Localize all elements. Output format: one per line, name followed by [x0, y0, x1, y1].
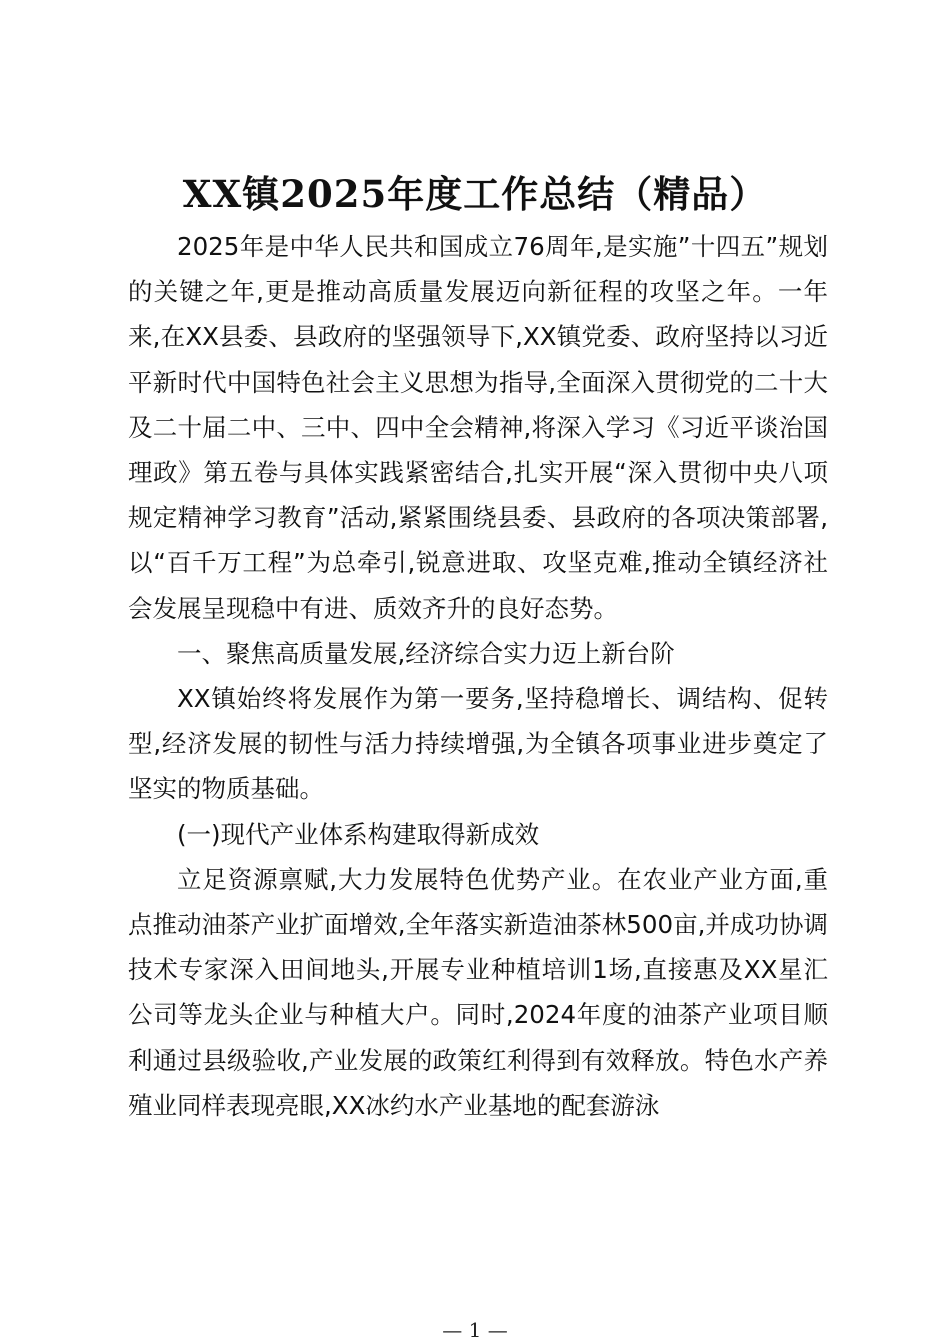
document-title: XX镇2025年度工作总结（精品） — [182, 172, 768, 216]
document-body — [128, 224, 828, 1128]
subsection-heading: (一)现代产业体系构建取得新成效 — [177, 819, 540, 849]
subsection-paragraph: 立足资源禀赋,大力发展特色优势产业。在农业产业方面,重点推动油茶产业扩面增效,全年落实新造油茶林500亩,并成功协调技术专家深入田间地头,开展专业种植培训1场,直接惠及XX星汇公司等龙头企业与种植大户。同时,2024年度的油茶产业项目顺利通过县级验收,产业发展的政策红利得到有效释放。特色水产养殖业同样表现亮眼,XX冰约水产业基地的配套游泳 — [128, 864, 828, 1120]
section-heading: 一、聚焦高质量发展,经济综合实力迈上新台阶 — [177, 638, 675, 668]
intro-paragraph: 2025年是中华人民共和国成立76周年,是实施”十四五”规划的关键之年,更是推动高质量发展迈向新征程的攻坚之年。一年来,在XX县委、县政府的坚强领导下,XX镇党委、政府坚持以习近平新时代中国特色社会主义思想为指导,全面深入贯彻党的二十大及二十届二中、三中、四中全会精神,将深入学习《习近平谈治国理政》第五卷与具体实践紧密结合,扎实开展“深入贯彻中央八项规定精神学习教育”活动,紧紧围绕县委、县政府的各项决策部署,以“百千万工程”为总牵引,锐意进取、攻坚克难,推动全镇经济社会发展呈现稳中有进、质效齐升的良好态势。 — [128, 232, 828, 623]
section-paragraph: XX镇始终将发展作为第一要务,坚持稳增长、调结构、促转型,经济发展的韧性与活力持续增强,为全镇各项事业进步奠定了坚实的物质基础。 — [128, 684, 828, 804]
page-number: — 1 — — [442, 1318, 508, 1342]
